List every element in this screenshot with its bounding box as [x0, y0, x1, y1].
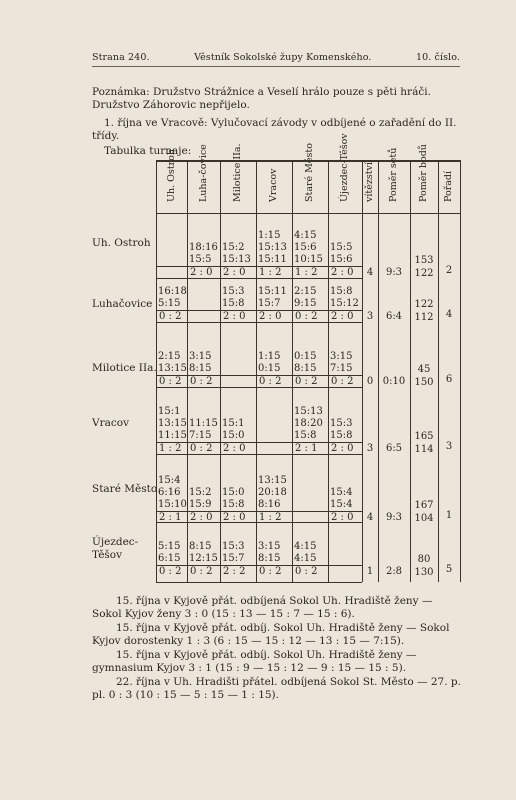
final-rank: 5	[445, 564, 453, 575]
match-score: 0 : 2	[159, 566, 182, 577]
match-note: 15. října v Kyjově přát. odbíj. Sokol Uh. Hradiště ženy — Sokol Kyjov dorostenky 1 : 3 (6 : 15 — 15 : 12 — 13 : 15 — 7:15).	[92, 622, 450, 647]
table-header-rule	[156, 213, 460, 214]
match-score: 0 : 2	[259, 376, 282, 387]
match-score: 0 : 2	[295, 376, 318, 387]
set-results: 11:15 7:15	[189, 418, 218, 441]
set-ratio: 6:5	[385, 443, 403, 454]
row-rule	[156, 387, 362, 388]
row-rule	[156, 322, 362, 323]
column-header-label: Staré Město	[304, 143, 315, 202]
set-ratio: 6:4	[385, 311, 403, 322]
column-header-label: Milotice IIa.	[232, 143, 243, 202]
final-rank: 3	[445, 441, 453, 452]
set-results: 15:5 15:6	[330, 242, 353, 265]
set-ratio: 9:3	[385, 267, 403, 278]
set-results: 8:15 12:15	[189, 541, 218, 564]
row-rule	[156, 582, 362, 583]
set-results: 16:18 5:15	[158, 286, 187, 309]
column-header	[362, 160, 378, 214]
column-header-label: Uh. Ostroh	[165, 148, 177, 202]
match-score: 1 : 2	[295, 267, 318, 278]
point-ratio: 122 112	[414, 299, 434, 323]
row-team-name: Újezdec- Těšov	[92, 536, 139, 561]
set-results: 15:3 15:8	[330, 418, 353, 441]
set-results: 15:3 15:8	[222, 286, 245, 309]
match-note: 15. října v Kyjově přát. odbíjená Sokol Uh. Hradiště ženy — Sokol Kyjov ženy 3 : 0 (15 : 13 — 15 : 7 — 15 : 6).	[92, 595, 433, 620]
match-note: 15. října v Kyjově přát. odbíj. Sokol Uh. Hradiště ženy — gymnasium Kyjov 3 : 1 (15 : 9 — 15 : 12 — 9 : 15 — 15 : 5).	[92, 649, 417, 674]
page-number: Strana 240.	[92, 52, 150, 63]
match-score: 2 : 1	[159, 512, 182, 523]
final-rank: 2	[445, 265, 453, 276]
column-header-label: Vracov	[268, 168, 279, 202]
match-score: 1 : 2	[159, 443, 182, 454]
match-score: 0 : 2	[190, 376, 213, 387]
wins-count: 3	[366, 443, 374, 454]
match-score: 2 : 0	[223, 443, 246, 454]
match-score: 2 : 0	[331, 267, 354, 278]
wins-count: 4	[366, 512, 374, 523]
set-results: 3:15 8:15	[189, 351, 212, 374]
match-score: 2 : 0	[190, 512, 213, 523]
set-ratio: 0:10	[382, 376, 406, 387]
journal-title: Věstník Sokolské župy Komenského.	[194, 52, 372, 63]
wins-count: 3	[366, 311, 374, 322]
set-results: 15:3 15:7	[222, 541, 245, 564]
set-results: 4:15 4:15	[294, 541, 317, 564]
score-rule	[156, 310, 362, 311]
match-score: 2 : 0	[190, 267, 213, 278]
column-header-label: Luha-čovice	[197, 144, 209, 202]
column-header	[292, 143, 328, 214]
set-results: 3:15 8:15	[258, 541, 281, 564]
remark-paragraph: Poznámka: Družstvo Strážnice a Veselí hrálo pouze s pěti hráči. Družstvo Záhorovic nepřijelo.	[92, 86, 431, 111]
table-column-rule	[187, 160, 188, 582]
set-results: 15:1 13:15 11:15	[158, 406, 187, 441]
match-score: 0 : 2	[259, 566, 282, 577]
set-results: 1:15 15:13 15:11	[258, 230, 287, 265]
final-rank: 6	[445, 374, 453, 385]
set-ratio: 9:3	[385, 512, 403, 523]
score-rule	[156, 565, 362, 566]
column-header-label: Pořadí	[443, 170, 454, 202]
row-team-name: Uh. Ostroh	[92, 237, 151, 249]
table-column-rule	[292, 160, 293, 582]
final-rank: 4	[445, 309, 453, 320]
point-ratio: 153 122	[414, 255, 434, 279]
set-results: 15:0 15:8	[222, 487, 245, 510]
row-team-name: Luhačovice	[92, 298, 153, 310]
column-header-label: Poměr setů	[388, 147, 399, 202]
column-header	[328, 133, 362, 214]
wins-count: 4	[366, 267, 374, 278]
match-score: 2 : 1	[295, 443, 318, 454]
set-results: 15:4 6:16 15:10	[158, 475, 187, 510]
match-score: 0 : 2	[331, 376, 354, 387]
set-results: 15:2 15:9	[189, 487, 212, 510]
column-header	[156, 148, 187, 214]
row-rule	[156, 278, 362, 279]
match-score: 1 : 2	[259, 512, 282, 523]
set-results: 15:1 15:0	[222, 418, 245, 441]
set-results: 4:15 15:6 10:15	[294, 230, 323, 265]
column-header-label: Poměr bodů	[418, 144, 429, 202]
row-rule	[156, 454, 362, 455]
match-score: 2 : 2	[223, 566, 246, 577]
table-top-rule	[156, 160, 460, 162]
running-header	[92, 52, 460, 63]
set-ratio: 2:8	[385, 566, 403, 577]
column-header-label: Újezdec-Těšov	[339, 133, 350, 202]
point-ratio: 167 104	[414, 500, 434, 524]
match-score: 0 : 2	[190, 443, 213, 454]
match-score: 2 : 0	[223, 311, 246, 322]
row-team-name: Milotice IIa.	[92, 362, 157, 374]
match-score: 0 : 2	[159, 376, 182, 387]
set-results: 2:15 13:15	[158, 351, 187, 374]
match-score: 2 : 0	[223, 267, 246, 278]
column-header-label: vítězství	[364, 162, 375, 202]
score-rule	[156, 442, 362, 443]
set-results: 5:15 6:15	[158, 541, 181, 564]
column-header	[256, 160, 292, 214]
match-score: 2 : 0	[223, 512, 246, 523]
table-column-rule	[460, 160, 461, 582]
row-team-name: Vracov	[92, 417, 129, 429]
table-column-rule	[328, 160, 329, 582]
match-note: 22. října v Uh. Hradišti přátel. odbíjená Sokol St. Město — 27. p. pl. 0 : 3 (10 : 15 — 5 : 15 — 1 : 15).	[92, 676, 461, 701]
match-score: 0 : 2	[295, 566, 318, 577]
column-header	[378, 147, 410, 214]
set-results: 0:15 8:15	[294, 351, 317, 374]
set-results: 18:16 15:5	[189, 242, 218, 265]
wins-count: 0	[366, 376, 374, 387]
final-rank: 1	[445, 510, 453, 521]
set-results: 2:15 9:15	[294, 286, 317, 309]
match-score: 1 : 2	[259, 267, 282, 278]
point-ratio: 45 150	[414, 364, 434, 388]
score-rule	[156, 511, 362, 512]
column-header	[187, 144, 220, 214]
table-column-rule	[256, 160, 257, 582]
set-results: 1:15 0:15	[258, 351, 281, 374]
column-header	[410, 144, 438, 214]
set-results: 3:15 7:15	[330, 351, 353, 374]
match-score: 2 : 0	[259, 311, 282, 322]
table-column-rule	[220, 160, 221, 582]
point-ratio: 165 114	[414, 431, 434, 455]
table-title: Tabulka turnaje:	[104, 145, 192, 157]
match-score: 2 : 0	[331, 443, 354, 454]
score-rule	[156, 266, 362, 267]
set-results: 13:15 20:18 8:16	[258, 475, 287, 510]
set-results: 15:13 18:20 15:8	[294, 406, 323, 441]
match-score: 2 : 0	[331, 512, 354, 523]
set-results: 15:8 15:12	[330, 286, 359, 309]
point-ratio: 80 130	[414, 554, 434, 578]
row-rule	[156, 522, 362, 523]
match-score: 0 : 2	[159, 311, 182, 322]
set-results: 15:2 15:13	[222, 242, 251, 265]
match-score: 0 : 2	[190, 566, 213, 577]
column-header	[438, 160, 460, 214]
issue-number: 10. číslo.	[416, 52, 460, 63]
match-score: 0 : 2	[295, 311, 318, 322]
set-results: 15:11 15:7	[258, 286, 287, 309]
score-rule	[156, 375, 362, 376]
event-paragraph: 1. října ve Vracově: Vylučovací závody v odbíjené o zařadění do II. třídy.	[92, 117, 457, 142]
row-team-name: Staré Město	[92, 483, 158, 495]
column-header	[220, 143, 256, 214]
header-rule	[92, 66, 460, 67]
wins-count: 1	[366, 566, 374, 577]
match-score: 2 : 0	[331, 311, 354, 322]
set-results: 15:4 15:4	[330, 487, 353, 510]
